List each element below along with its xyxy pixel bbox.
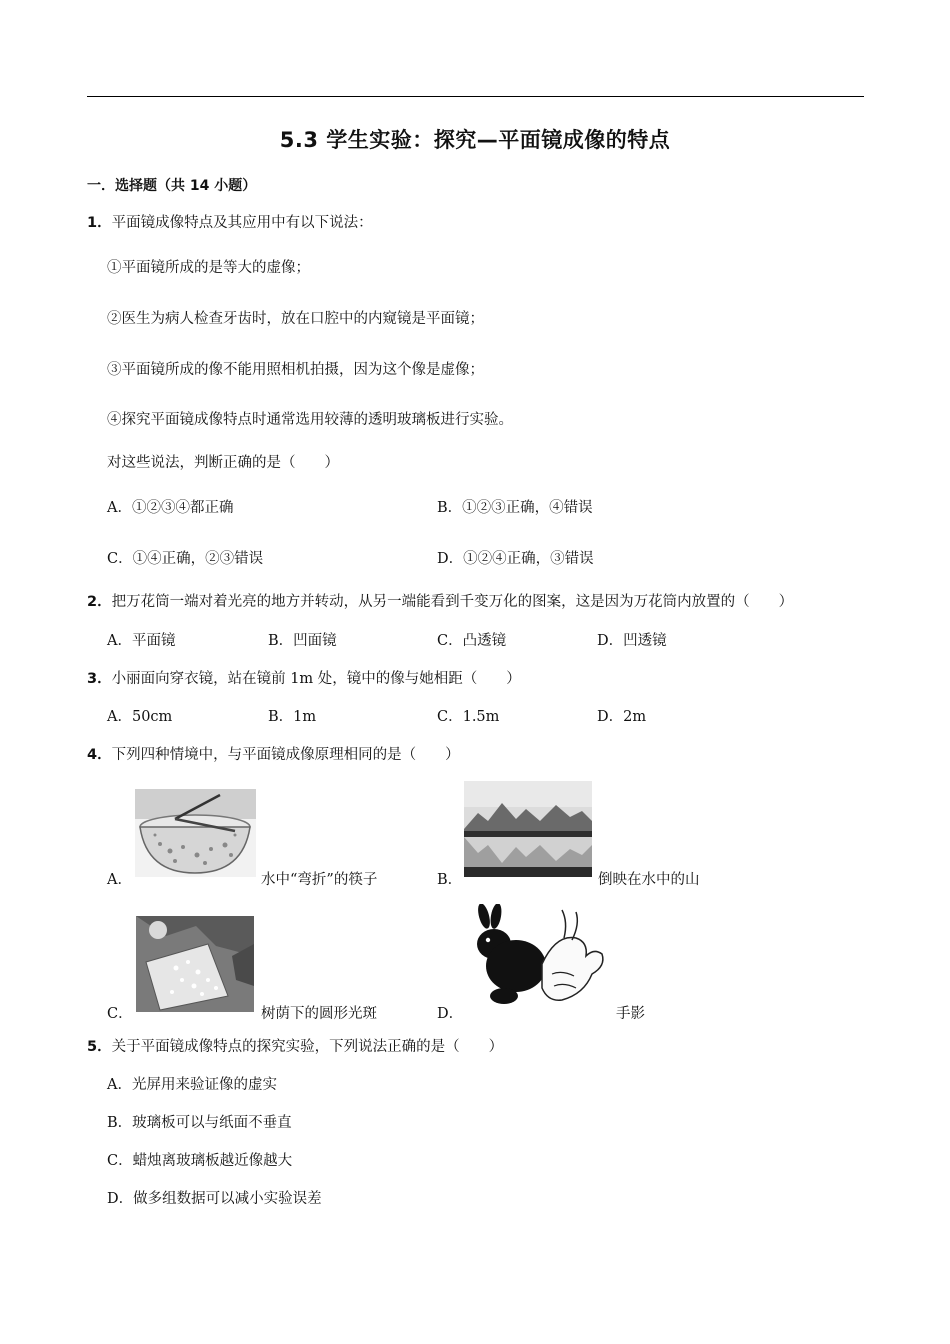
question-1-prompt: 对这些说法，判断正确的是（ ） bbox=[107, 455, 339, 471]
chopstick-in-bowl-drawing bbox=[135, 789, 256, 877]
mountain-reflection-drawing bbox=[464, 781, 592, 877]
mountain-reflection-image[interactable] bbox=[464, 781, 592, 877]
header-rule bbox=[87, 96, 864, 97]
question-4-option-d-letter[interactable]: D． bbox=[437, 1006, 464, 1022]
question-1-option-d[interactable]: D．①②④正确，③错误 bbox=[437, 551, 594, 567]
question-3-number: 3． bbox=[87, 671, 112, 687]
question-1 bbox=[87, 213, 373, 233]
question-1-statement-2: ②医生为病人检查牙齿时，放在口腔中的内窥镜是平面镜； bbox=[107, 311, 484, 327]
question-1-stem: 平面镜成像特点及其应用中有以下说法： bbox=[111, 215, 373, 231]
question-4 bbox=[87, 745, 460, 765]
question-4-option-b-caption: 倒映在水中的山 bbox=[598, 872, 700, 888]
question-4-option-c-letter[interactable]: C． bbox=[107, 1006, 133, 1022]
tree-light-spots-image[interactable] bbox=[136, 916, 254, 1012]
hand-shadow-rabbit-drawing bbox=[464, 904, 614, 1014]
tree-light-spots-drawing bbox=[136, 916, 254, 1012]
question-4-option-a-letter[interactable]: A． bbox=[107, 872, 132, 888]
question-4-stem: 下列四种情境中，与平面镜成像原理相同的是（ ） bbox=[111, 747, 460, 763]
question-2-stem: 把万花筒一端对着光亮的地方并转动，从另一端能看到千变万化的图案，这是因为万花筒内放置的（ ） bbox=[111, 594, 794, 610]
question-1-number: 1． bbox=[87, 215, 112, 231]
question-1-statement-1: ①平面镜所成的是等大的虚像； bbox=[107, 260, 310, 276]
question-2-option-a[interactable]: A．平面镜 bbox=[107, 633, 176, 649]
question-2-option-d[interactable]: D．凹透镜 bbox=[597, 633, 667, 649]
question-3-option-c[interactable]: C．1.5m bbox=[437, 709, 500, 725]
page-title: 5.3 学生实验：探究—平面镜成像的特点 bbox=[279, 128, 671, 152]
question-4-option-a-caption: 水中“弯折”的筷子 bbox=[261, 872, 378, 888]
question-1-statement-4: ④探究平面镜成像特点时通常选用较薄的透明玻璃板进行实验。 bbox=[107, 412, 513, 428]
question-5 bbox=[87, 1037, 503, 1057]
hand-shadow-rabbit-image[interactable] bbox=[464, 904, 614, 1014]
question-5-stem: 关于平面镜成像特点的探究实验，下列说法正确的是（ ） bbox=[111, 1039, 504, 1055]
question-4-option-c-caption: 树荫下的圆形光斑 bbox=[261, 1006, 377, 1022]
question-3-option-b[interactable]: B．1m bbox=[268, 709, 317, 725]
question-5-option-a[interactable]: A．光屏用来验证像的虚实 bbox=[107, 1077, 277, 1093]
question-4-option-d-caption: 手影 bbox=[616, 1006, 645, 1022]
question-1-statement-3: ③平面镜所成的像不能用照相机拍摄，因为这个像是虚像； bbox=[107, 362, 484, 378]
question-1-option-c[interactable]: C．①④正确，②③错误 bbox=[107, 551, 264, 567]
question-4-number: 4． bbox=[87, 747, 112, 763]
question-3 bbox=[87, 669, 521, 689]
question-2-number: 2． bbox=[87, 594, 112, 610]
question-2 bbox=[87, 592, 793, 612]
question-5-option-c[interactable]: C．蜡烛离玻璃板越近像越大 bbox=[107, 1153, 293, 1169]
chopstick-in-bowl-image[interactable] bbox=[135, 789, 256, 877]
question-3-stem: 小丽面向穿衣镜，站在镜前 1m 处，镜中的像与她相距（ ） bbox=[111, 671, 521, 687]
question-2-option-b[interactable]: B．凹面镜 bbox=[268, 633, 337, 649]
question-1-option-b[interactable]: B．①②③正确，④错误 bbox=[437, 500, 593, 516]
question-5-number: 5． bbox=[87, 1039, 112, 1055]
question-3-option-a[interactable]: A．50cm bbox=[107, 709, 173, 725]
question-5-option-d[interactable]: D．做多组数据可以减小实验误差 bbox=[107, 1191, 322, 1207]
section-heading: 一．选择题（共 14 小题） bbox=[87, 178, 257, 194]
question-5-option-b[interactable]: B．玻璃板可以与纸面不垂直 bbox=[107, 1115, 292, 1131]
question-1-option-a[interactable]: A．①②③④都正确 bbox=[107, 500, 234, 516]
question-3-option-d[interactable]: D．2m bbox=[597, 709, 647, 725]
question-2-option-c[interactable]: C．凸透镜 bbox=[437, 633, 507, 649]
question-4-option-b-letter[interactable]: B． bbox=[437, 872, 463, 888]
